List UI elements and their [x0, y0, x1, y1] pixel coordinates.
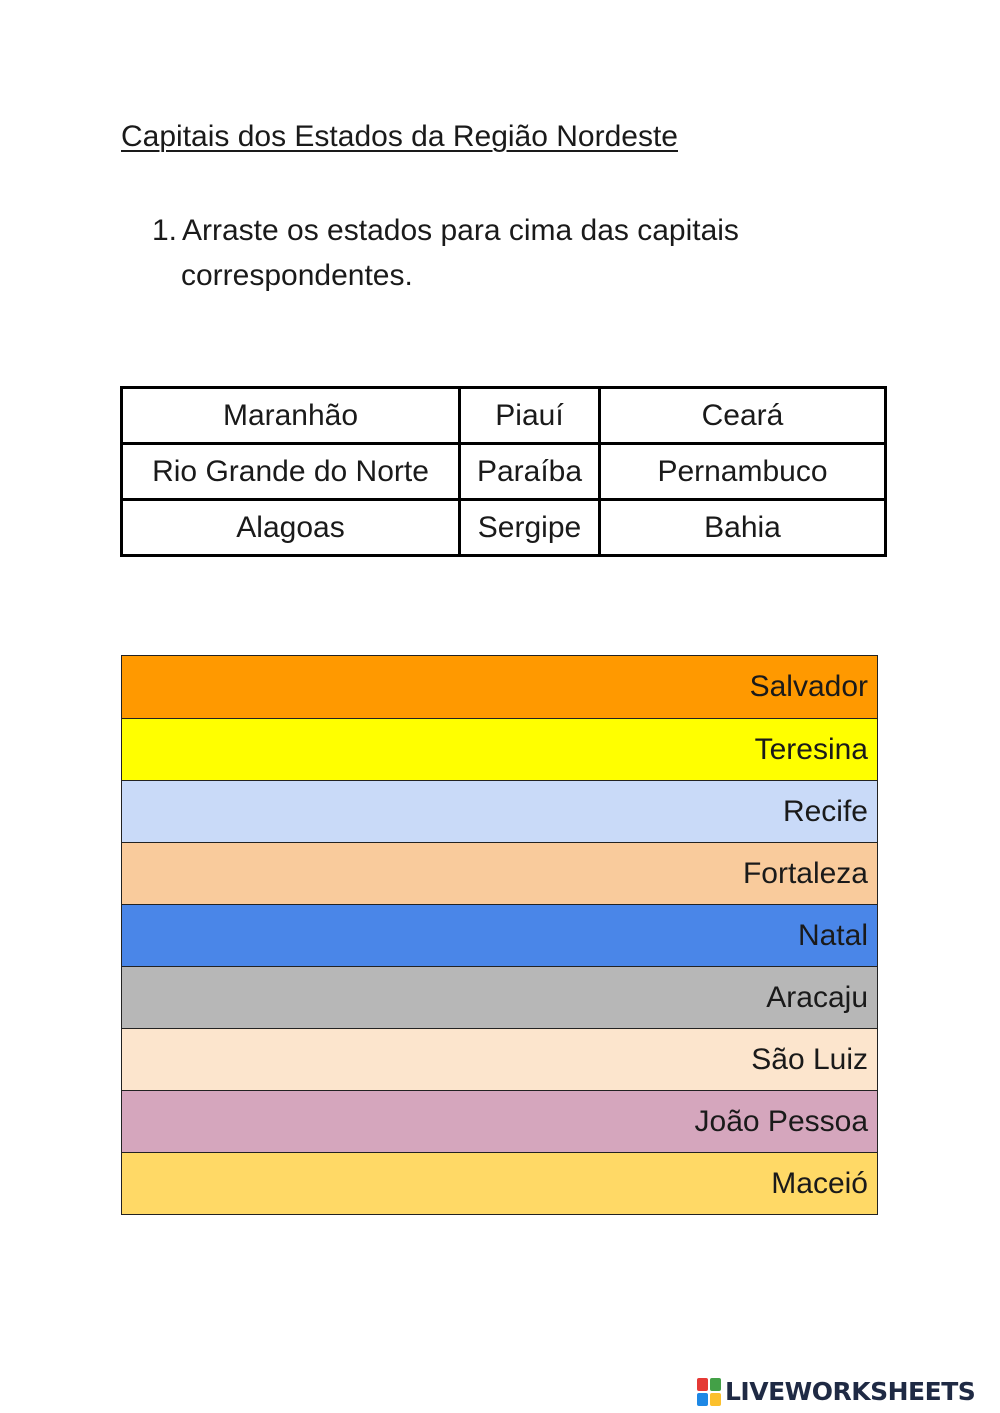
capital-drop-zone-aracaju[interactable] — [122, 966, 877, 1028]
capital-label: Natal — [797, 918, 868, 952]
capital-label: Maceió — [771, 1166, 868, 1200]
capital-drop-zone-teresina[interactable] — [122, 718, 877, 780]
capital-drop-zone-recife[interactable] — [122, 780, 877, 842]
capital-drop-zone-maceio[interactable] — [122, 1152, 877, 1214]
capital-drop-zone-salvador[interactable] — [122, 656, 877, 718]
capital-drop-zone-sao-luiz[interactable] — [122, 1028, 877, 1090]
state-chip-rio-grande-do-norte[interactable]: Rio Grande do Norte — [122, 444, 460, 500]
state-chip-piaui[interactable]: Piauí — [460, 388, 600, 444]
state-chip-ceara[interactable]: Ceará — [600, 388, 886, 444]
state-chip-maranhao[interactable]: Maranhão — [122, 388, 460, 444]
state-chip-pernambuco[interactable]: Pernambuco — [600, 444, 886, 500]
liveworksheets-logo-icon — [697, 1378, 721, 1406]
capital-label: São Luiz — [751, 1042, 868, 1076]
liveworksheets-logo — [697, 1377, 975, 1406]
capitals-drop-list — [121, 655, 878, 1215]
capital-drop-zone-natal[interactable] — [122, 904, 877, 966]
state-chip-sergipe[interactable]: Sergipe — [460, 500, 600, 556]
capital-drop-zone-joao-pessoa[interactable] — [122, 1090, 877, 1152]
instruction-line-1: Arraste os estados para cima das capitais — [182, 214, 739, 247]
instruction-number: 1. — [152, 214, 178, 247]
capital-label: Recife — [782, 794, 868, 828]
capital-label: Aracaju — [766, 980, 868, 1014]
capital-drop-zone-fortaleza[interactable] — [122, 842, 877, 904]
states-row — [122, 388, 886, 444]
capital-label: Fortaleza — [742, 856, 868, 890]
state-chip-paraiba[interactable]: Paraíba — [460, 444, 600, 500]
states-table — [120, 386, 887, 557]
worksheet-title: Capitais dos Estados da Região Nordeste — [121, 120, 678, 153]
states-row — [122, 500, 886, 556]
instruction-text — [152, 208, 872, 298]
state-chip-bahia[interactable]: Bahia — [600, 500, 886, 556]
capital-label: Teresina — [754, 732, 868, 766]
state-chip-alagoas[interactable]: Alagoas — [122, 500, 460, 556]
states-row — [122, 444, 886, 500]
logo-text: LIVEWORKSHEETS — [725, 1377, 976, 1406]
capital-label: João Pessoa — [694, 1104, 868, 1138]
instruction-line-2: correspondentes. — [181, 259, 413, 292]
capital-label: Salvador — [749, 670, 868, 703]
